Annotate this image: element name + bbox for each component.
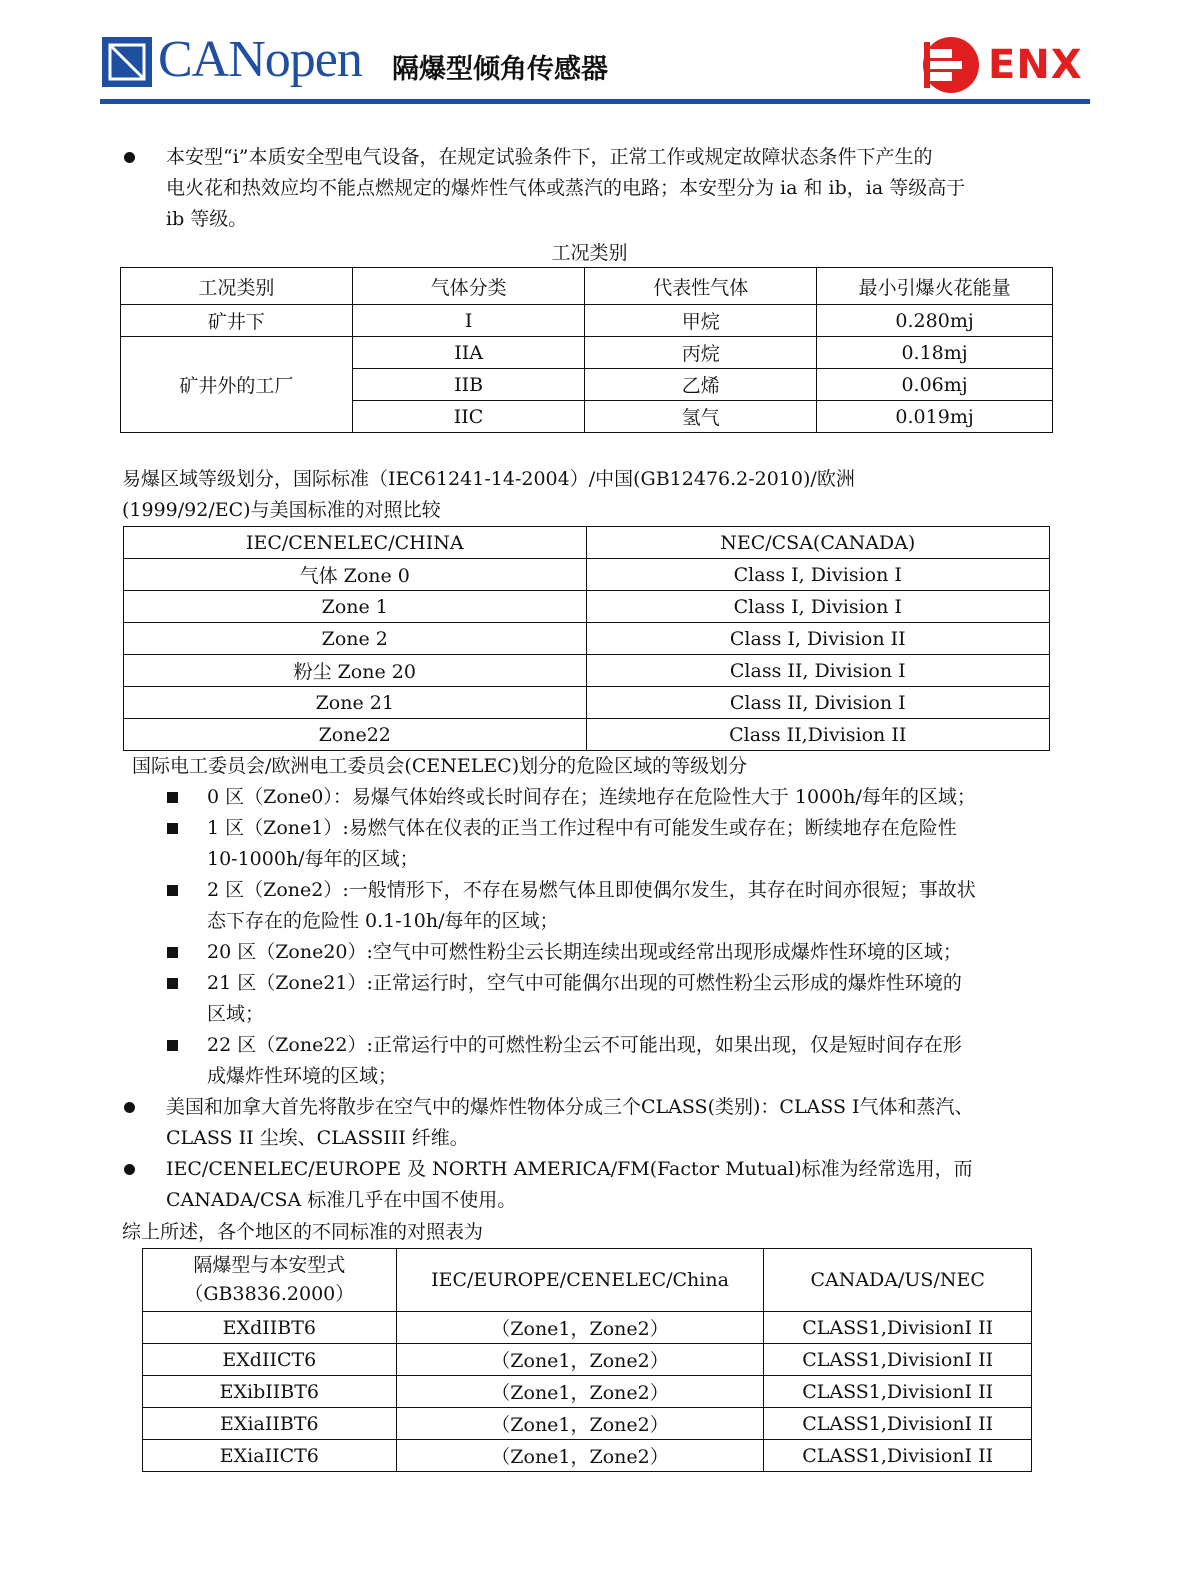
table-cell: （Zone1，Zone2） (396, 1408, 764, 1440)
table-cell: Class II, Division I (586, 687, 1049, 719)
header-cell: NEC/CSA(CANADA) (586, 527, 1049, 559)
table-cell: CLASS1,DivisionI II (764, 1408, 1032, 1440)
table-row (143, 1440, 1032, 1472)
table-header-row (121, 268, 1053, 305)
header-cell: 工况类别 (121, 268, 353, 305)
table-row (124, 623, 1050, 655)
header-cell: 代表性气体 (585, 268, 817, 305)
square-bullet-icon (167, 978, 178, 989)
text-line: 21 区（Zone21）:正常运行时，空气中可能偶尔出现的可燃性粉尘云形成的爆炸性环境的 (207, 972, 962, 994)
table-cell: （Zone1，Zone2） (396, 1312, 764, 1344)
zone-item (207, 937, 1067, 968)
header-rule (100, 99, 1090, 104)
table-cell: Zone 1 (124, 591, 587, 623)
text-line: 易爆区域等级划分，国际标准（IEC61241-14-2004）/中国(GB12476.2-2010)/欧洲 (122, 468, 855, 490)
text-line: ib 等级。 (166, 208, 248, 230)
table-cell: IIB (352, 369, 585, 401)
text-line: 美国和加拿大首先将散步在空气中的爆炸性物体分成三个CLASS(类别)：CLASS I气体和蒸汽、 (166, 1096, 974, 1118)
header-cell: IEC/EUROPE/CENELEC/China (396, 1249, 764, 1312)
table-cell: IIC (352, 401, 585, 433)
table-row (124, 559, 1050, 591)
header-cell: 最小引爆火花能量 (817, 268, 1053, 305)
square-bullet-icon (167, 885, 178, 896)
enx-logo-text: ENX (988, 42, 1083, 88)
text-line: 态下存在的危险性 0.1-10h/每年的区域； (207, 910, 559, 932)
table-cell: 氢气 (585, 401, 817, 433)
text-line: 电火花和热效应均不能点燃规定的爆炸性气体或蒸汽的电路；本安型分为 ia 和 ib，ia 等级高于 (166, 177, 966, 199)
square-bullet-icon (167, 947, 178, 958)
table-cell: （Zone1，Zone2） (396, 1376, 764, 1408)
table-cell: CLASS1,DivisionI II (764, 1376, 1032, 1408)
table-row (121, 337, 1053, 369)
text-line: 2 区（Zone2）:一般情形下，不存在易燃气体且即使偶尔发生，其存在时间亦很短；事故状 (207, 879, 976, 901)
zone-item (207, 875, 1067, 937)
table-row (143, 1408, 1032, 1440)
table-cell: 矿井下 (121, 305, 353, 337)
condition-category-table (120, 267, 1053, 433)
table-cell: CLASS1,DivisionI II (764, 1344, 1032, 1376)
intrinsic-safety-paragraph (166, 142, 1056, 235)
table-row (124, 591, 1050, 623)
table-row (143, 1376, 1032, 1408)
text-line: (1999/92/EC)与美国标准的对照比较 (122, 499, 441, 521)
enx-logo-icon (920, 34, 986, 96)
standards-paragraph (166, 1154, 1066, 1216)
table-cell: Class I, Division II (586, 623, 1049, 655)
table-row (124, 655, 1050, 687)
table-row (143, 1312, 1032, 1344)
zone-item (207, 813, 1067, 875)
table1-title: 工况类别 (551, 242, 628, 264)
table-cell: Zone 2 (124, 623, 587, 655)
square-bullet-icon (167, 1040, 178, 1051)
text-line: CLASS II 尘埃、CLASSIII 纤维。 (166, 1127, 469, 1149)
table-header-row (124, 527, 1050, 559)
table-cell: 0.18mj (817, 337, 1053, 369)
table-cell: （Zone1，Zone2） (396, 1344, 764, 1376)
table-row (121, 305, 1053, 337)
table-cell: Class I, Division I (586, 591, 1049, 623)
table-cell: EXiaIIBT6 (143, 1408, 397, 1440)
comparison-intro (122, 464, 1072, 526)
table-cell: 粉尘 Zone 20 (124, 655, 587, 687)
table-row (124, 719, 1050, 751)
text-line: 成爆炸性环境的区域； (207, 1065, 398, 1087)
table-cell: 乙烯 (585, 369, 817, 401)
header-cell (143, 1249, 397, 1312)
table-cell: Zone 21 (124, 687, 587, 719)
bullet-icon (124, 152, 135, 163)
text-line: IEC/CENELEC/EUROPE 及 NORTH AMERICA/FM(Factor Mutual)标准为经常选用，而 (166, 1158, 973, 1180)
table-cell: 甲烷 (585, 305, 817, 337)
zone-item (207, 968, 1067, 1030)
table-cell: Class II, Division I (586, 655, 1049, 687)
text-line: 10-1000h/每年的区域； (207, 848, 419, 870)
product-title: 隔爆型倾角传感器 (392, 54, 608, 85)
table-cell: 丙烷 (585, 337, 817, 369)
header-line: （GB3836.2000） (184, 1283, 355, 1305)
table-row (143, 1344, 1032, 1376)
zone-item (207, 782, 1067, 813)
table-cell: 矿井外的工厂 (121, 337, 353, 433)
table-header-row (143, 1249, 1032, 1312)
text-line: 0 区（Zone0）：易爆气体始终或长时间存在；连续地存在危险性大于 1000h/每年的区域； (207, 786, 976, 808)
table-cell: EXdIIBT6 (143, 1312, 397, 1344)
square-bullet-icon (167, 823, 178, 834)
summary-line: 综上所述，各个地区的不同标准的对照表为 (122, 1221, 484, 1243)
header-line: 隔爆型与本安型式 (193, 1254, 346, 1276)
canopen-logo-icon (102, 37, 152, 87)
table-cell: 0.019mj (817, 401, 1053, 433)
text-line: 本安型“i”本质安全型电气设备，在规定试验条件下，正常工作或规定故障状态条件下产生的 (166, 146, 933, 168)
bullet-icon (124, 1102, 135, 1113)
table-cell: Class I, Division I (586, 559, 1049, 591)
standards-comparison-table (142, 1248, 1032, 1472)
brand-name: CANopen (158, 31, 362, 88)
text-line: CANADA/CSA 标准几乎在中国不使用。 (166, 1189, 517, 1211)
header-cell: CANADA/US/NEC (764, 1249, 1032, 1312)
text-line: 20 区（Zone20）:空气中可燃性粉尘云长期连续出现或经常出现形成爆炸性环境的区域； (207, 941, 962, 963)
table-cell: 0.06mj (817, 369, 1053, 401)
table-cell: CLASS1,DivisionI II (764, 1312, 1032, 1344)
page-header (0, 0, 1179, 110)
text-line: 区域； (207, 1003, 265, 1025)
header-cell: 气体分类 (352, 268, 585, 305)
table-cell: I (352, 305, 585, 337)
table-cell: （Zone1，Zone2） (396, 1440, 764, 1472)
table-cell: Class II,Division II (586, 719, 1049, 751)
table-cell: IIA (352, 337, 585, 369)
text-line: 1 区（Zone1）:易燃气体在仪表的正当工作过程中有可能发生或存在；断续地存在危险性 (207, 817, 957, 839)
table-cell: EXiaIICT6 (143, 1440, 397, 1472)
table-cell: 气体 Zone 0 (124, 559, 587, 591)
table-cell: Zone22 (124, 719, 587, 751)
table-cell: CLASS1,DivisionI II (764, 1440, 1032, 1472)
square-bullet-icon (167, 792, 178, 803)
table-row (124, 687, 1050, 719)
zone-item (207, 1030, 1067, 1092)
table-cell: EXibIIBT6 (143, 1376, 397, 1408)
enx-logo (920, 34, 1090, 96)
zones-intro: 国际电工委员会/欧洲电工委员会(CENELEC)划分的危险区域的等级划分 (132, 755, 748, 777)
header-cell: IEC/CENELEC/CHINA (124, 527, 587, 559)
zone-division-table (123, 526, 1050, 751)
table-cell: EXdIICT6 (143, 1344, 397, 1376)
text-line: 22 区（Zone22）:正常运行中的可燃性粉尘云不可能出现，如果出现，仅是短时间存在形 (207, 1034, 962, 1056)
class-paragraph (166, 1092, 1066, 1154)
table-cell: 0.280mj (817, 305, 1053, 337)
bullet-icon (124, 1164, 135, 1175)
